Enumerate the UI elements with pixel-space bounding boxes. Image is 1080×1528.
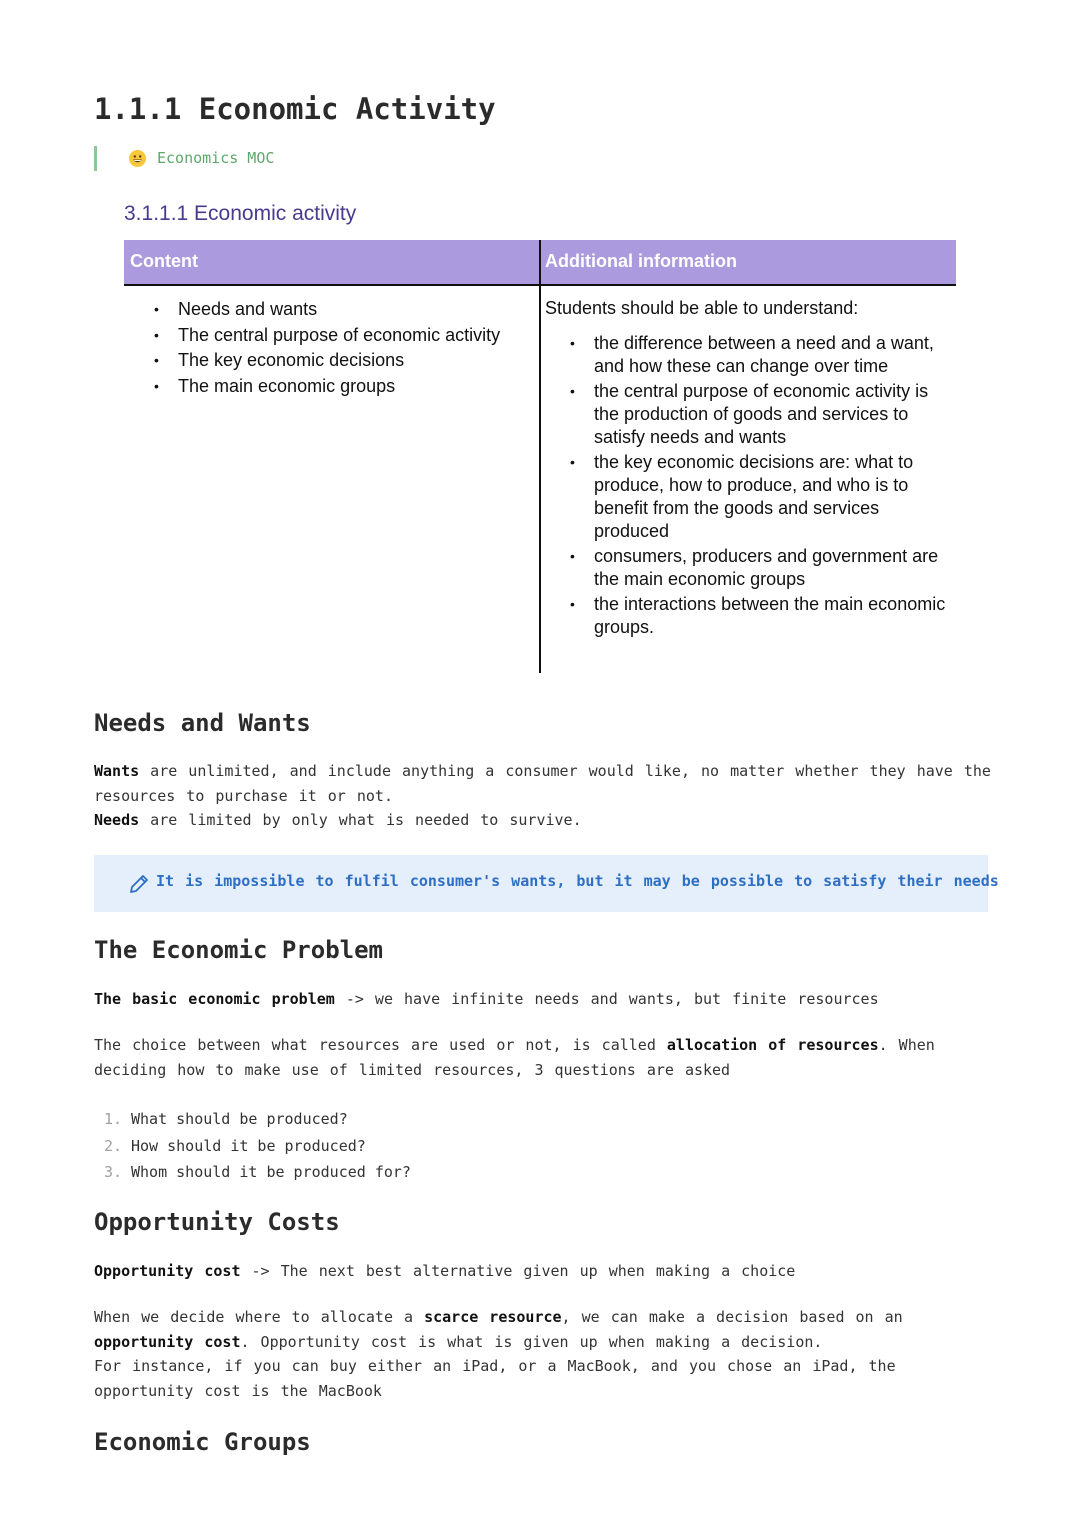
paragraph-text: When we decide where to allocate a <box>94 1308 425 1326</box>
definition-term: Opportunity cost <box>94 1262 241 1280</box>
paragraph-text: . Opportunity cost is what is given up when making a decision. <box>240 1332 823 1351</box>
opportunity-costs-heading: Opportunity Costs <box>94 1208 340 1236</box>
content-list <box>154 297 500 399</box>
column-divider <box>539 240 541 673</box>
definition-text: -> we have infinite needs and wants, but finite resources <box>334 990 879 1008</box>
additional-list <box>570 332 950 641</box>
wants-text: are unlimited, and include anything a consumer would like, no matter whether they have the resources to purchase it or not. <box>94 762 991 805</box>
opportunity-cost-term: opportunity cost <box>94 1332 241 1351</box>
list-item: • the central purpose of economic activity is the production of goods and services to satisfy needs and wants <box>570 380 950 449</box>
pencil-icon <box>128 873 150 895</box>
paragraph-text: , we can make a decision based on an <box>561 1308 903 1326</box>
allocation-term: allocation of resources <box>666 1036 879 1054</box>
table-header-additional-information: Additional information <box>545 251 737 271</box>
list-item <box>104 1106 411 1133</box>
wants-term: Wants <box>94 762 140 780</box>
needs-text: are limited by only what is needed to survive. <box>139 811 582 829</box>
list-item <box>104 1159 411 1186</box>
list-item: • consumers, producers and government are the main economic groups <box>570 545 950 591</box>
callout-box <box>94 855 999 912</box>
list-item: • the key economic decisions are: what to produce, how to produce, and who is to benefit from the goods and services produced <box>570 451 950 543</box>
page-title: 1.1.1 Economic Activity <box>94 92 496 126</box>
economic-groups-heading: Economic Groups <box>94 1428 311 1456</box>
opportunity-cost-definition <box>94 1259 994 1284</box>
specification-table <box>124 240 956 673</box>
questions-list <box>104 1106 411 1186</box>
economic-problem-definition <box>94 987 994 1012</box>
scarce-resource-term: scarce resource <box>424 1308 562 1326</box>
list-item: • the interactions between the main economic groups. <box>570 593 950 639</box>
table-header-content: Content <box>130 251 198 271</box>
opportunity-cost-paragraph <box>94 1305 994 1403</box>
paragraph-text: . When deciding how to make use of limited resources, 3 questions are asked <box>94 1036 935 1079</box>
list-item: • the difference between a need and a want, and how these can change over time <box>570 332 950 378</box>
paragraph-text: For instance, if you can buy either an iPad, or a MacBook, and you chose an iPad, the opportunity cost is the MacBook <box>94 1357 896 1400</box>
callout-text: It is impossible to fulfil consumer's wants, but it may be possible to satisfy their needs <box>156 872 999 890</box>
needs-term: Needs <box>94 811 140 829</box>
paragraph-text: The choice between what resources are used or not, is called <box>94 1036 667 1054</box>
list-text: How should it be produced? <box>131 1136 366 1155</box>
needs-wants-paragraph <box>94 759 994 833</box>
grinning-face-icon <box>129 150 146 167</box>
list-number: 1. <box>104 1110 123 1128</box>
list-number: 3. <box>104 1163 123 1181</box>
needs-wants-heading: Needs and Wants <box>94 709 311 737</box>
list-text: What should be produced? <box>131 1110 348 1128</box>
definition-text: -> The next best alternative given up when making a choice <box>240 1262 796 1280</box>
list-item: • The main economic groups <box>154 374 500 400</box>
economic-problem-heading: The Economic Problem <box>94 936 383 964</box>
spec-heading: 3.1.1.1 Economic activity <box>124 202 357 225</box>
allocation-paragraph <box>94 1033 994 1082</box>
definition-term: The basic economic problem <box>94 990 335 1008</box>
list-number: 2. <box>104 1136 123 1155</box>
list-item: • Needs and wants <box>154 297 500 323</box>
list-item: • The central purpose of economic activity <box>154 323 500 349</box>
list-text: Whom should it be produced for? <box>131 1163 411 1181</box>
list-item: • The key economic decisions <box>154 348 500 374</box>
blockquote-bar <box>94 146 97 171</box>
list-item <box>104 1133 411 1160</box>
economics-moc-link[interactable]: Economics MOC <box>157 149 275 167</box>
additional-intro: Students should be able to understand: <box>545 298 859 318</box>
